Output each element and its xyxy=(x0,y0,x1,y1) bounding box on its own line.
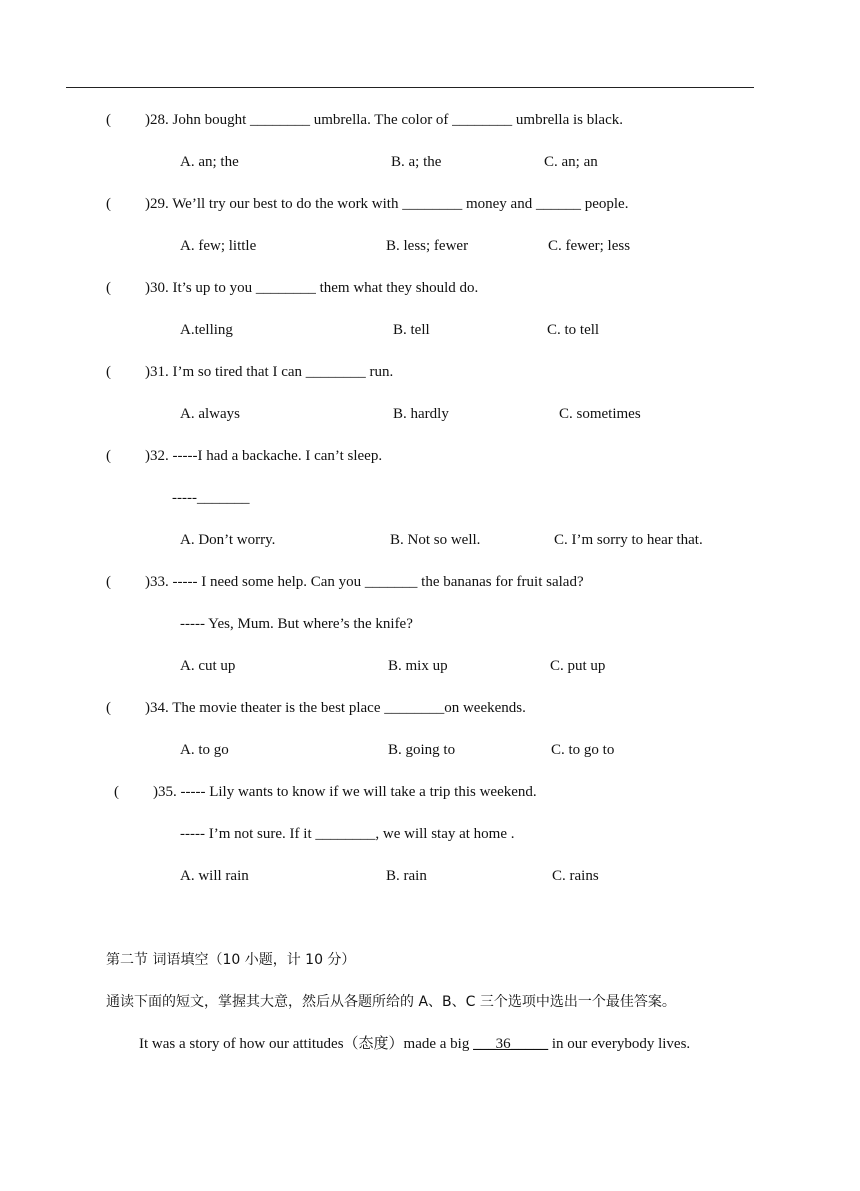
answer-paren-35[interactable]: ( xyxy=(114,784,119,800)
passage-text-after: in our everybody lives. xyxy=(548,1036,691,1052)
question-28-stem: )28. John bought ________ umbrella. The color of ________ umbrella is black. xyxy=(145,112,623,128)
header-rule xyxy=(66,87,754,88)
question-35-reply: ----- I’m not sure. If it ________, we will stay at home . xyxy=(180,826,515,842)
question-34-option-a: A. to go xyxy=(180,742,229,758)
answer-paren-32[interactable]: ( xyxy=(106,448,111,464)
question-32-option-a: A. Don’t worry. xyxy=(180,532,276,548)
question-28-option-b: B. a; the xyxy=(391,154,442,170)
question-30-option-b: B. tell xyxy=(393,322,430,338)
answer-paren-28[interactable]: ( xyxy=(106,112,111,128)
question-29-option-a: A. few; little xyxy=(180,238,257,254)
passage-text-before: It was a story of how our attitudes（态度）made a big xyxy=(139,1036,474,1052)
question-31-option-c: C. sometimes xyxy=(559,406,641,422)
question-29-option-c: C. fewer; less xyxy=(548,238,631,254)
question-33-stem: )33. ----- I need some help. Can you _______ the bananas for fruit salad? xyxy=(145,574,584,590)
answer-paren-34[interactable]: ( xyxy=(106,700,111,716)
question-35-option-b: B. rain xyxy=(386,868,427,884)
question-29-stem: )29. We’ll try our best to do the work with ________ money and ______ people. xyxy=(145,196,629,212)
question-28-option-c: C. an; an xyxy=(544,154,598,170)
question-34-stem: )34. The movie theater is the best place ________on weekends. xyxy=(145,700,526,716)
question-33-reply: ----- Yes, Mum. But where’s the knife? xyxy=(180,616,413,632)
passage-first-line xyxy=(139,1034,690,1054)
question-35-stem: )35. ----- Lily wants to know if we will take a trip this weekend. xyxy=(153,784,537,800)
answer-paren-33[interactable]: ( xyxy=(106,574,111,590)
question-32-option-b: B. Not so well. xyxy=(390,532,481,548)
question-35-option-a: A. will rain xyxy=(180,868,249,884)
question-33-option-a: A. cut up xyxy=(180,658,236,674)
question-32-reply-blank: -----_______ xyxy=(172,490,250,506)
question-35-option-c: C. rains xyxy=(552,868,599,884)
question-30-option-a: A.telling xyxy=(180,322,233,338)
question-31-option-b: B. hardly xyxy=(393,406,449,422)
answer-paren-29[interactable]: ( xyxy=(106,196,111,212)
answer-paren-31[interactable]: ( xyxy=(106,364,111,380)
question-30-stem: )30. It’s up to you ________ them what they should do. xyxy=(145,280,479,296)
question-33-option-b: B. mix up xyxy=(388,658,448,674)
question-32-stem: )32. -----I had a backache. I can’t sleep. xyxy=(145,448,383,464)
section-2-instruction: 通读下面的短文，掌握其大意，然后从各题所给的 A、B、C 三个选项中选出一个最佳答案。 xyxy=(106,994,676,1010)
question-34-option-c: C. to go to xyxy=(551,742,615,758)
question-32-option-c: C. I’m sorry to hear that. xyxy=(554,532,703,548)
question-28-option-a: A. an; the xyxy=(180,154,239,170)
passage-blank-36[interactable]: ___36_____ xyxy=(473,1036,549,1052)
question-34-option-b: B. going to xyxy=(388,742,456,758)
question-30-option-c: C. to tell xyxy=(547,322,600,338)
question-29-option-b: B. less; fewer xyxy=(386,238,469,254)
question-33-option-c: C. put up xyxy=(550,658,606,674)
question-31-option-a: A. always xyxy=(180,406,240,422)
question-31-stem: )31. I’m so tired that I can ________ run. xyxy=(145,364,394,380)
answer-paren-30[interactable]: ( xyxy=(106,280,111,296)
section-2-heading: 第二节 词语填空（10 小题，计 10 分） xyxy=(106,952,356,968)
